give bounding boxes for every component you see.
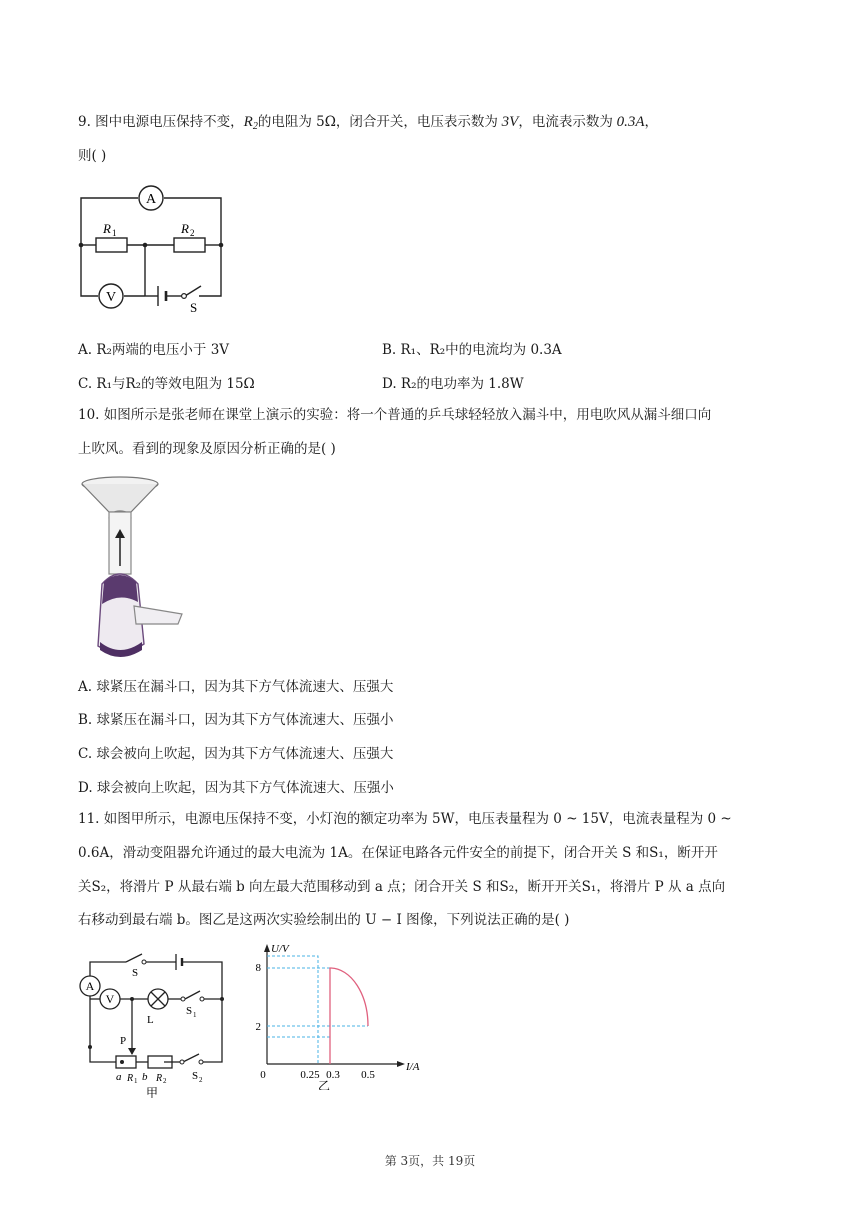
q9-text-ohm: 5Ω，闭合开关，电压表示数为 (311, 114, 498, 130)
y-tick-2: 2 (255, 1021, 261, 1033)
voltage-value: 3V (497, 114, 519, 130)
lamp-l-label: L (147, 1014, 154, 1026)
page-footer: 第 3页，共 19页 (384, 1154, 476, 1168)
q10-option-d[interactable]: D. 球会被向上吹起，因为其下方气体流速大、压强小 (78, 780, 394, 796)
end-b-label: b (142, 1071, 148, 1083)
q9-circuit-diagram (78, 180, 228, 319)
switch-s1-label: S (186, 1005, 193, 1017)
y-tick-8: 8 (255, 962, 261, 974)
end-a-label: a (116, 1071, 122, 1083)
r2-label: R (181, 221, 189, 236)
y-axis-label: U/V (271, 943, 289, 955)
ammeter-a-label: A (85, 979, 95, 993)
current-value: 0.3A (612, 114, 645, 130)
figure-yi-caption: 乙 (317, 1079, 331, 1090)
figure-jia-caption: 甲 (145, 1086, 159, 1098)
ammeter-label: A (145, 192, 157, 207)
origin-label: 0 (260, 1069, 266, 1081)
q10-option-a[interactable]: A. 球紧压在漏斗口，因为其下方气体流速大、压强大 (78, 679, 394, 695)
q9-text-c: ，电流表示数为 (518, 114, 613, 130)
q9-stem-line2: 则( ) (78, 148, 107, 164)
funnel-hairdryer-illustration (78, 474, 188, 668)
voltmeter-v-label: V (105, 992, 115, 1006)
switch-s2-label: S (192, 1070, 199, 1082)
r1-label: R (103, 221, 111, 236)
q9-stem-line1: 9. 图中电源电压保持不变，$R_2$的电阻为 5Ω，闭合开关，电压表示数为 3V，电流表示数为 0.3A， (78, 114, 659, 132)
x-tick-025: 0.25 (300, 1069, 320, 1081)
q11-ui-graph-yi (252, 940, 422, 1094)
q10-option-c[interactable]: C. 球会被向上吹起，因为其下方气体流速大、压强大 (78, 746, 394, 762)
q9-option-b[interactable]: B. R₁、R₂中的电流均为 0.3A (382, 342, 562, 358)
r2-sub: 2 (190, 228, 195, 238)
r1-label-jia: R (127, 1073, 134, 1084)
q9-text-a: 9. 图中电源电压保持不变， (78, 114, 244, 130)
r2-symbol: $R_2$ (243, 114, 258, 132)
switch-s-label: S (132, 967, 139, 979)
q11-stem-line4: 右移动到最右端 b。图乙是这两次实验绘制出的 U − I 图像，下列说法正确的是( ) (78, 912, 570, 928)
q11-stem-line1: 11. 如图甲所示，电源电压保持不变，小灯泡的额定功率为 5W，电压表量程为 0 ~ 15V，电流表量程为 0 ~ (78, 811, 732, 827)
switch-s2-sub: 2 (199, 1076, 203, 1084)
q9-option-d[interactable]: D. R₂的电功率为 1.8W (382, 376, 524, 392)
x-axis-label: I/A (406, 1061, 420, 1073)
r2-label-jia: R (156, 1073, 163, 1084)
r1-sub-jia: 1 (134, 1077, 138, 1085)
r2-sub-jia: 2 (163, 1077, 167, 1085)
q9-option-c[interactable]: C. R₁与R₂的等效电阻为 15Ω (78, 376, 255, 392)
q11-stem-line2: 0.6A，滑动变阻器允许通过的最大电流为 1A。在保证电路各元件安全的前提下，闭合开关 S 和S₁，断开开 (78, 845, 718, 861)
voltmeter-label: V (105, 290, 117, 305)
q10-stem-line1: 10. 如图所示是张老师在课堂上演示的实验：将一个普通的乒乓球轻轻放入漏斗中，用电吹风从漏斗细口向 (78, 407, 712, 423)
q11-stem-line3: 关S₂，将滑片 P 从最右端 b 向左最大范围移动到 a 点；闭合开关 S 和S₂，断开开关S₁，将滑片 P 从 a 点向 (78, 879, 726, 895)
q9-text-b: 的电阻为 (257, 114, 312, 130)
slider-p-label: P (120, 1035, 127, 1047)
q9-option-a[interactable]: A. R₂两端的电压小于 3V (78, 342, 230, 358)
q10-stem-line2: 上吹风。看到的现象及原因分析正确的是( ) (78, 441, 336, 457)
q11-circuit-diagram-jia (76, 948, 236, 1102)
switch-label: S (190, 300, 198, 315)
q10-option-b[interactable]: B. 球紧压在漏斗口，因为其下方气体流速大、压强小 (78, 712, 394, 728)
x-tick-03: 0.3 (326, 1069, 340, 1081)
switch-s1-sub: 1 (193, 1011, 197, 1019)
r1-sub: 1 (112, 228, 117, 238)
x-tick-05: 0.5 (361, 1069, 375, 1081)
